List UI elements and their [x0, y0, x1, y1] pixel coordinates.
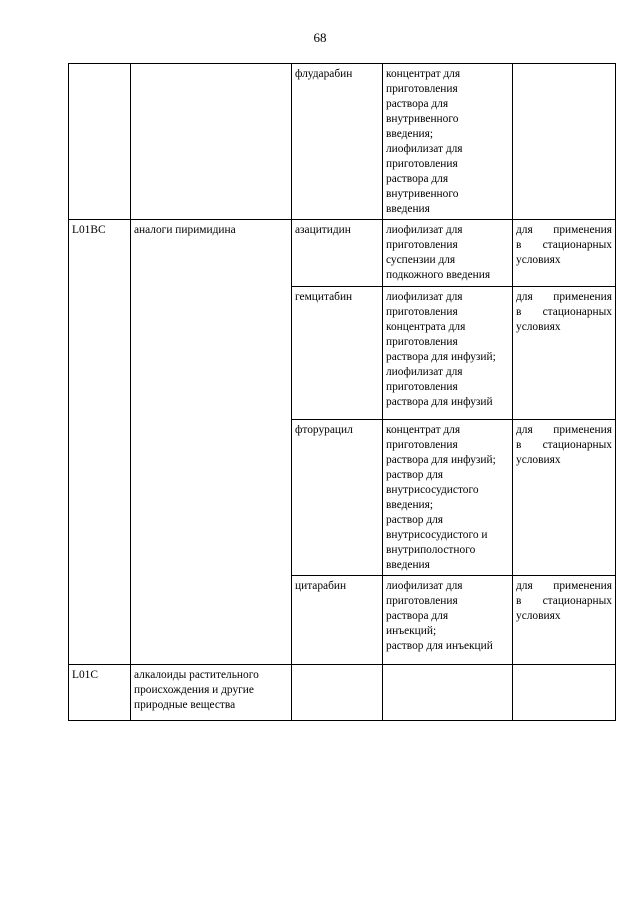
dosage-form-line: внутривенного — [386, 113, 459, 125]
atc-code-cell: L01BC — [69, 220, 131, 665]
dosage-form-line: приготовления — [386, 83, 458, 95]
note-cell — [513, 220, 616, 287]
atc-group-line: аналоги пиримидина — [134, 224, 236, 236]
note-line: в стационарных — [516, 595, 612, 607]
dosage-form-line: приготовления — [386, 158, 458, 170]
dosage-form-line: раствора для инфузий — [386, 396, 493, 408]
inn-cell: гемцитабин — [292, 287, 383, 420]
note-cell — [513, 665, 616, 721]
note-line: условиях — [516, 321, 561, 333]
dosage-form-line: приготовления — [386, 239, 458, 251]
note-cell — [513, 420, 616, 576]
dosage-form-line: введения; — [386, 499, 434, 511]
dosage-form-line: введения; — [386, 128, 434, 140]
inn-cell: азацитидин — [292, 220, 383, 287]
atc-group-line: алкалоиды растительного — [134, 669, 259, 681]
note-line: условиях — [516, 454, 561, 466]
dosage-form-cell — [383, 287, 513, 420]
dosage-form-line: введения — [386, 559, 430, 571]
dosage-form-line: приготовления — [386, 336, 458, 348]
dosage-form-line: инъекций; — [386, 625, 437, 637]
dosage-form-line: приготовления — [386, 595, 458, 607]
dosage-form-line: лиофилизат для — [386, 291, 463, 303]
dosage-form-line: концентрата для — [386, 321, 466, 333]
dosage-form-line: внутрисосудистого и — [386, 529, 488, 541]
dosage-form-line: раствора для — [386, 173, 449, 185]
note-line: условиях — [516, 610, 561, 622]
dosage-form-line: лиофилизат для — [386, 580, 463, 592]
note-line: для применения — [516, 424, 612, 436]
atc-group-line: природные вещества — [134, 699, 236, 711]
note-cell — [513, 64, 616, 220]
dosage-form-line: раствора для — [386, 98, 449, 110]
atc-group-cell — [131, 665, 292, 721]
note-cell — [513, 576, 616, 665]
drug-classification-table — [68, 63, 616, 721]
table-row — [69, 220, 616, 287]
atc-group-cell — [131, 64, 292, 220]
dosage-form-line: приготовления — [386, 439, 458, 451]
dosage-form-line: подкожного введения — [386, 269, 491, 281]
note-line: в стационарных — [516, 439, 612, 451]
dosage-form-line: раствора для инфузий; — [386, 454, 496, 466]
atc-code-cell: L01C — [69, 665, 131, 721]
note-line: для применения — [516, 580, 612, 592]
note-line: условиях — [516, 254, 561, 266]
dosage-form-line: приготовления — [386, 381, 458, 393]
inn-cell: фторурацил — [292, 420, 383, 576]
table-row — [69, 64, 616, 220]
dosage-form-cell — [383, 220, 513, 287]
note-cell — [513, 287, 616, 420]
dosage-form-line: раствора для инфузий; — [386, 351, 496, 363]
dosage-form-line: раствор для — [386, 469, 444, 481]
dosage-form-line: лиофилизат для — [386, 143, 463, 155]
dosage-form-cell — [383, 64, 513, 220]
inn-cell — [292, 665, 383, 721]
dosage-form-cell — [383, 576, 513, 665]
dosage-form-line: раствор для инъекций — [386, 640, 493, 652]
atc-group-cell — [131, 220, 292, 665]
note-line: в стационарных — [516, 306, 612, 318]
inn-cell: флударабин — [292, 64, 383, 220]
dosage-form-line: суспензии для — [386, 254, 456, 266]
page-number: 68 — [313, 30, 327, 45]
note-line: для применения — [516, 291, 612, 303]
note-line: в стационарных — [516, 239, 612, 251]
dosage-form-cell — [383, 420, 513, 576]
dosage-form-line: лиофилизат для — [386, 224, 463, 236]
dosage-form-line: приготовления — [386, 306, 458, 318]
dosage-form-cell — [383, 665, 513, 721]
atc-code-cell — [69, 64, 131, 220]
atc-group-line: происхождения и другие — [134, 684, 254, 696]
inn-cell: цитарабин — [292, 576, 383, 665]
dosage-form-line: внутривенного — [386, 188, 459, 200]
dosage-form-line: лиофилизат для — [386, 366, 463, 378]
dosage-form-line: внутрисосудистого — [386, 484, 479, 496]
dosage-form-line: внутриполостного — [386, 544, 476, 556]
table-row — [69, 665, 616, 721]
note-line: для применения — [516, 224, 612, 236]
dosage-form-line: концентрат для — [386, 68, 461, 80]
dosage-form-line: раствор для — [386, 514, 444, 526]
dosage-form-line: раствора для — [386, 610, 449, 622]
dosage-form-line: введения — [386, 203, 430, 215]
dosage-form-line: концентрат для — [386, 424, 461, 436]
